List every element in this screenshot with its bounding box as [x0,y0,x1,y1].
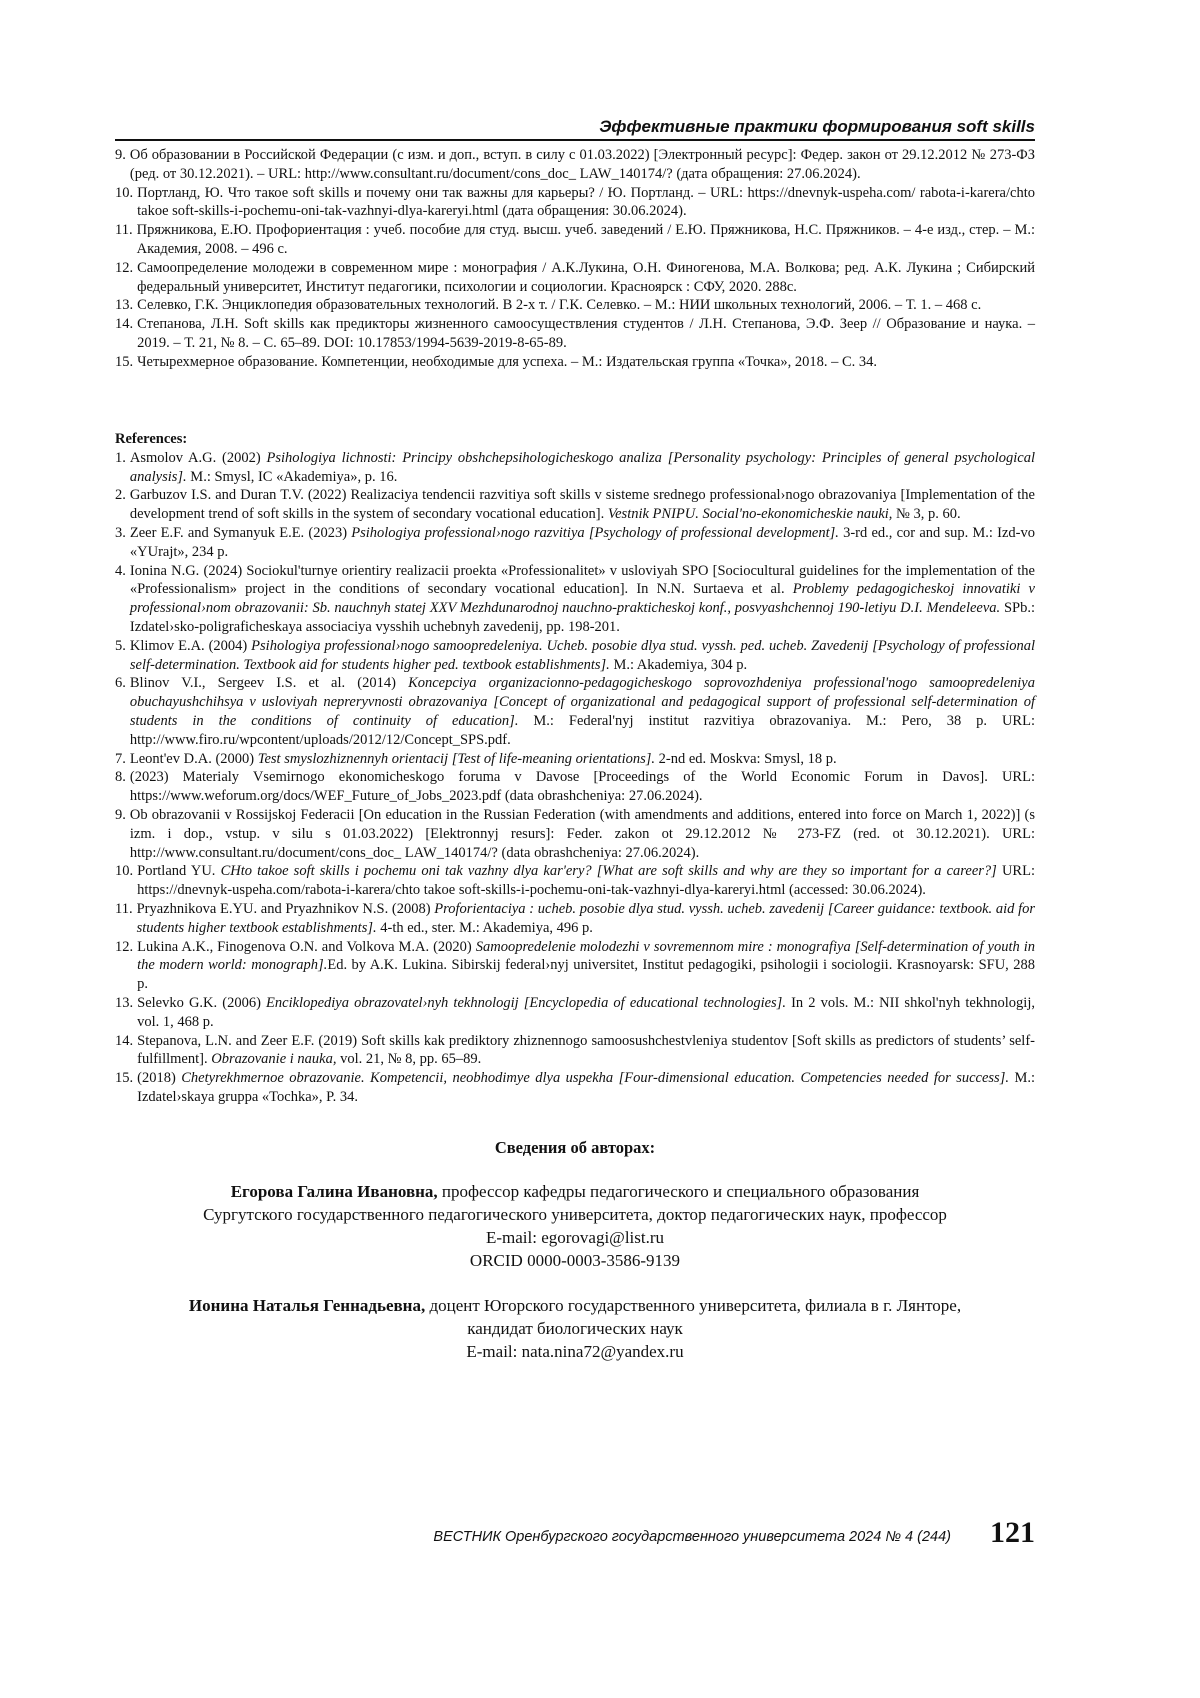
reference-publication: SPb.: Izdatel›sko-poligraficheskaya associaciya vysshih uchebnyh zavedenij, pp. 198-201. [129,600,1035,635]
reference-item [115,449,1035,487]
reference-text [137,1032,1035,1070]
reference-number: 6. [115,675,126,692]
reference-item [115,750,1035,769]
reference-text: Степанова, Л.Н. Soft skills как предикторы жизненного самоосуществления студентов / Л.Н. Степанова, Э.Ф. Зеер // Образование и наука. – 2019. – Т. 21, № 8. – С. 65–89. DOI: 10.17853/1994-5639-2019-8-65-89. [137,316,1035,351]
reference-text: Пряжникова, Е.Ю. Профориентация : учеб. пособие для студ. высш. учеб. заведений / Е.Ю. Пряжникова, Н.С. Пряжников. – 4-е изд., стер. – М.: Академия, 2008. – 496 с. [136,222,1035,257]
reference-item [115,353,1035,372]
reference-item [115,768,1035,806]
author-email[interactable]: E-mail: egorovagi@list.ru [485,1228,665,1247]
author-name: Ионина Наталья Геннадьевна, [188,1296,426,1315]
reference-authors: Lukina A.K., Finogenova O.N. and Volkova M.A. (2020) [137,938,476,955]
reference-authors: Garbuzov I.S. and Duran T.V. (2022) Realizaciya tendencii razvitiya soft skills v sisteme srednego professional›nogo obrazovaniya [Implementation of the development trend of soft skills in the system of secondary vocational education]. [129,487,1035,523]
author-position: доцент Югорского государственного университета, филиала в г. Лянторе, [425,1296,962,1315]
reference-publication: 2-nd ed. Moskva: Smysl, 18 p. [655,750,837,767]
reference-number: 14. [115,1032,134,1049]
running-head: Эффективные практики формирования soft skills [599,117,1035,136]
reference-number: 12. [115,259,134,276]
reference-authors: (2023) Materialy Vsemirnogo ekonomicheskogo foruma v Davose [Proceedings of the World Economic Forum in Davos]. URL: https://www.weforum.org/docs/WEF_Future_of_Jobs_2023.pdf (data obrashcheniya: 27.06.2024). [129,769,1035,805]
reference-number: 15. [115,1070,134,1087]
reference-text [130,524,1035,562]
reference-item [115,221,1035,259]
author-name: Егорова Галина Ивановна, [230,1182,438,1201]
reference-publication: URL: https://dnevnyk-uspeha.com/rabota-i-karera/chto takoe soft-skills-i-pochemu-oni-tak-vazhnyi-dlya-kareryi.html (accessed: 30.06.2024). [137,863,1035,899]
reference-title: Chetyrekhmernoe obrazovanie. Kompetencii, neobhodimye dlya uspekha [Four-dimensional education. Competencies needed for success]. [181,1070,1009,1087]
reference-number: 13. [115,994,134,1011]
reference-number: 9. [115,806,126,823]
reference-publication: 3-rd ed., cor and sup. M.: Izd-vo «YUrajt», 234 p. [129,524,1036,560]
reference-title: Proforientaciya : ucheb. posobie dlya stud. vyssh. ucheb. zavedenij [Career guidance: textbook. aid for students higher textbook establishments]. [136,900,1036,936]
reference-publication: M.: Federal'nyj institut razvitiya obrazovaniya. M.: Pero, 38 p. URL: http://www.firo.ru/wpcontent/uploads/2012/12/Concept_SPS.pdf. [129,712,1035,748]
reference-text [130,562,1035,637]
reference-text [130,806,1035,862]
journal-title: ВЕСТНИК Оренбургского государственного университета 2024 № 4 (244) [433,1529,951,1545]
reference-authors: Ionina N.G. (2024) Sociokul'turnye orientiry realizacii proekta «Professionalitet» v usloviyah SPO [Sociocultural guidelines for the implementation of the «Professionalism» project in the conditions of secondary vocational education]. In N.N. Surtaeva et al. [129,562,1035,598]
reference-item [115,315,1035,353]
reference-text [137,994,1035,1032]
reference-title: Koncepciya organizacionno-pedagogicheskogo soprovozhdeniya professional'nogo samoopredeleniya obuchayushchihsya v usloviyah nepreryvnosti obrazovaniya [Concept of organizational and pedagogical support of professional self-determination of students in the conditions of continuity of education]. [129,675,1035,729]
reference-item [115,674,1035,749]
reference-title: Psihologiya professional›nogo samoopredeleniya. Ucheb. posobie dlya stud. vyssh. ped. ucheb. Zavedenij [Psychology of professional self-determination. Textbook aid for students higher ped. textbook establishments]. [129,637,1035,673]
author-affiliation-line [115,1180,1035,1203]
reference-item [115,562,1035,637]
reference-item [115,259,1035,297]
reference-text: Самоопределение молодежи в современном мире : монография / А.К.Лукина, О.Н. Финогенова, М.А. Волкова; ред. А.К. Лукина ; Сибирский федеральный университет, Институт педагогики, психологии и социологии. Красноярск : СФУ, 2020. 288с. [137,259,1035,295]
reference-title: Psihologiya lichnosti: Principy obshchepsihologicheskogo analiza [Personality psychology: Principles of general psychological analysis]. [129,449,1035,485]
reference-publication: Ed. by A.K. Lukina. Sibirskij federal›nyj universitet, Institut pedagogiki, psihologii i sociologii. Krasnoyarsk: SFU, 288 p. [137,957,1036,993]
reference-text: Портланд, Ю. Что такое soft skills и почему они так важны для карьеры? / Ю. Портланд. – URL: https://dnevnyk-uspeha.com/ rabota-i-karera/chto takoe soft-skills-i-pochemu-oni-tak-vazhnyi-dlya-kareryi.html (дата обращения: 30.06.2024). [137,184,1035,220]
reference-publication: M.: Smysl, IC «Akademiya», p. 16. [186,468,398,485]
reference-number: 1. [115,449,126,466]
reference-item [115,146,1035,184]
reference-text [130,674,1035,749]
reference-authors: Stepanova, L.N. and Zeer E.F. (2019) Soft skills kak prediktory zhiznennogo samoosushchestvleniya studentov [Soft skills as predictors of students’ self-fulfillment]. [137,1032,1035,1068]
author-affiliation-line [115,1294,1035,1317]
reference-publication: M.: Akademiya, 304 p. [609,656,748,673]
reference-number: 12. [115,938,134,955]
reference-authors: (2018) [137,1070,182,1087]
reference-authors: Blinov V.I., Sergeev I.S. et al. (2014) [129,675,409,692]
reference-text: Четырехмерное образование. Компетенции, необходимые для успеха. – М.: Издательская группа «Точка», 2018. – С. 34. [137,353,878,370]
author-position: профессор кафедры педагогического и специального образования [437,1182,920,1201]
reference-item [115,637,1035,675]
author-affiliation: Сургутского государственного педагогического университета, доктор педагогических наук, профессор [203,1205,947,1224]
reference-title: Problemy pedagogicheskoj innovatiki v professional›nom obrazovanii: Sb. nauchnyh statej XXV Mezhdunarodnoj nauchno-prakticheskoj konf., posvyashchennoj 190-letiyu D.I. Mendeleeva. [129,581,1035,617]
reference-authors: Klimov E.A. (2004) [129,637,252,654]
reference-item [115,296,1035,315]
reference-item [115,184,1035,222]
reference-item [115,1032,1035,1070]
reference-item [115,900,1035,938]
reference-number: 2. [115,487,126,504]
reference-number: 13. [115,297,134,314]
reference-item [115,862,1035,900]
reference-publication: № 3, p. 60. [892,506,961,523]
reference-item [115,938,1035,994]
reference-title: Psihologiya professional›nogo razvitiya [Psychology of professional development]. [351,524,839,541]
reference-text [137,1069,1035,1107]
author-info [115,1294,1035,1363]
reference-text [130,449,1035,487]
reference-text [130,768,1035,806]
reference-title: CHto takoe soft skills i pochemu oni tak vazhny dlya kar'ery? [What are soft skills and why are they so important for a career?] [220,863,997,880]
reference-item [115,486,1035,524]
reference-number: 9. [115,147,126,163]
reference-publication: 4-th ed., ster. M.: Akademiya, 496 p. [376,919,593,936]
reference-title: Enciklopediya obrazovatel›nyh tekhnologij [Encyclopedia of educational technologies]. [266,994,786,1011]
reference-item [115,806,1035,862]
reference-title: Vestnik PNIPU. Social'no-ekonomicheskie nauki, [607,506,893,523]
authors-heading: Сведения об авторах: [494,1138,656,1157]
reference-authors: Pryazhnikova E.YU. and Pryazhnikov N.S. (2008) [136,900,435,917]
reference-text [130,750,1035,769]
reference-number: 8. [115,769,126,786]
references-english [115,430,1035,1107]
reference-number: 10. [115,863,134,880]
reference-number: 15. [115,353,134,370]
reference-publication: In 2 vols. M.: NII shkol'nyh tekhnologij, vol. 1, 468 p. [137,994,1035,1030]
author-degree: кандидат биологических наук [467,1319,683,1338]
reference-item [115,994,1035,1032]
reference-number: 11. [115,900,133,917]
header-rule [115,139,1035,141]
reference-authors: Asmolov A.G. (2002) [129,449,267,466]
reference-text [137,862,1035,900]
reference-number: 11. [115,222,133,239]
reference-number: 4. [115,562,126,579]
reference-number: 5. [115,637,126,654]
reference-text [130,486,1035,524]
reference-authors: Selevko G.K. (2006) [137,994,267,1011]
reference-title: Samoopredelenie molodezhi v sovremennom mire : monografiya [Self-determination of youth in the modern world: monograph]. [137,938,1035,974]
page-footer [115,1516,1035,1556]
reference-text [137,938,1035,994]
page-number: 121 [990,1516,1035,1549]
reference-authors: Ob obrazovanii v Rossijskoj Federacii [On education in the Russian Federation (with amendments and additions, entered into force on March 1, 2022)] (s izm. i dop., vstup. v silu s 01.03.2022) [Elektronnyj resurs]: Feder. zakon ot 29.12.2012 № 273-FZ (red. ot 30.12.2021). URL: http://www.consultant.ru/document/cons_doc_ LAW_140174/? (data obrashcheniya: 27.06.2024). [129,806,1035,861]
reference-text: Об образовании в Российской Федерации (с изм. и доп., вступ. в силу с 01.03.2022) [Электронный ресурс]: Федер. закон от 29.12.2012 № 273-ФЗ (ред. от 30.12.2021). – URL: http://www.consultant.ru/document/cons_doc_ LAW_140174/? (дата обращения: 27.06.2024). [129,147,1035,182]
author-info [115,1180,1035,1272]
references-heading: References: [115,431,188,447]
reference-number: 7. [115,750,126,767]
reference-number: 14. [115,316,134,333]
reference-publication: vol. 21, № 8, pp. 65–89. [336,1051,482,1068]
reference-item [115,524,1035,562]
author-orcid: ORCID 0000-0003-3586-9139 [469,1251,681,1270]
reference-authors: Zeer E.F. and Symanyuk E.E. (2023) [129,524,352,541]
reference-number: 10. [115,184,134,201]
reference-item [115,1069,1035,1107]
reference-title: Test smyslozhiznennyh orientacij [Test of life-meaning orientations]. [257,750,656,767]
reference-text: Селевко, Г.К. Энциклопедия образовательных технологий. В 2-х т. / Г.К. Селевко. – М.: НИИ школьных технологий, 2006. – Т. 1. – 468 с. [137,297,982,314]
reference-number: 3. [115,524,126,541]
author-email[interactable]: E-mail: nata.nina72@yandex.ru [466,1342,684,1361]
reference-title: Obrazovanie i nauka, [211,1051,337,1068]
reference-text [137,900,1035,938]
reference-authors: Portland YU. [137,863,221,880]
reference-authors: Leont'ev D.A. (2000) [129,750,258,767]
references-russian [115,146,1035,372]
reference-text [130,637,1035,675]
reference-publication: M.: Izdatel›skaya gruppa «Tochka», P. 34. [137,1070,1035,1105]
